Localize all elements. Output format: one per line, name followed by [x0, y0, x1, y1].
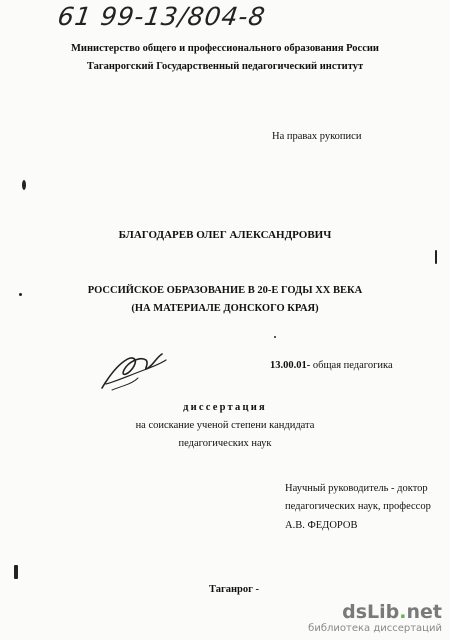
degree-line2: педагогических наук [178, 438, 272, 449]
supervisor-name: А.В. ФЕДОРОВ [285, 520, 358, 531]
watermark-tagline: библиотека диссертаций [308, 623, 442, 634]
dissertation-title-line1: РОССИЙСКОЕ ОБРАЗОВАНИЕ В 20-Е ГОДЫ XX ВЕКА [87, 285, 363, 296]
specialty-line [270, 360, 393, 371]
supervisor-line1: Научный руководитель - доктор [285, 483, 428, 494]
handwritten-catalog-number: 61 99-13/804-8 [55, 2, 268, 31]
document-type: диссертация [183, 402, 267, 413]
specialty-code: 13.00.01- [270, 360, 311, 371]
specialty-name: общая педагогика [310, 360, 393, 371]
degree-line1: на соискание ученой степени кандидата [135, 420, 315, 431]
scan-speck [435, 250, 437, 264]
watermark-brand: dsLib.net [342, 601, 442, 624]
supervisor-line2: педагогических наук, профессор [285, 501, 431, 512]
scan-speck [274, 336, 276, 338]
scan-speck [22, 180, 26, 190]
institute-name: Таганрогский Государственный педагогический институт [86, 61, 364, 72]
city-year: Таганрог - [209, 584, 260, 595]
dissertation-title-line2: (НА МАТЕРИАЛЕ ДОНСКОГО КРАЯ) [131, 303, 319, 314]
scan-speck [14, 565, 18, 579]
ministry-name: Министерство общего и профессионального образования России [71, 43, 379, 54]
dslib-watermark [308, 602, 442, 634]
author-name: БЛАГОДАРЕВ ОЛЕГ АЛЕКСАНДРОВИЧ [118, 229, 332, 241]
manuscript-rights-label: На правах рукописи [272, 131, 362, 142]
handwritten-signature [98, 348, 170, 394]
scan-speck [19, 293, 22, 296]
